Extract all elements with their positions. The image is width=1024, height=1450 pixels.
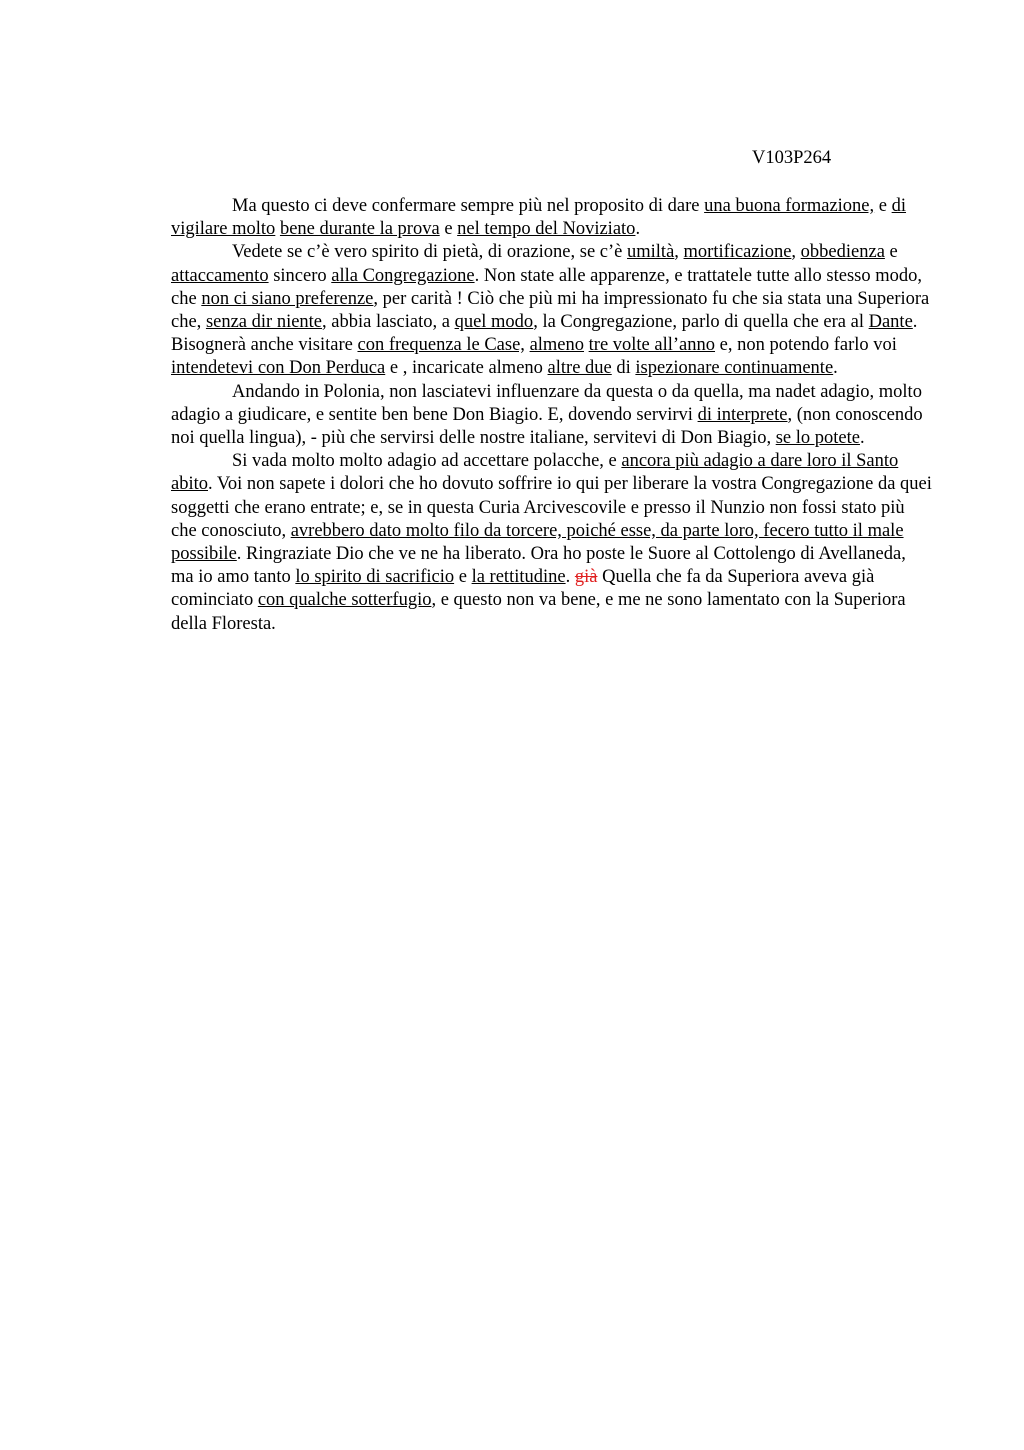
underlined-text: altre due bbox=[547, 358, 612, 379]
text-run: . bbox=[859, 428, 865, 449]
page-reference: V103P264 bbox=[752, 148, 832, 168]
text-run: . Bisognerà anche visitare bbox=[171, 312, 918, 356]
underlined-text: bene durante la prova bbox=[279, 219, 440, 240]
underlined-text: tre volte all’anno bbox=[588, 335, 716, 356]
text-run: , per carità ! Ciò che più mi ha impressionato fu che sia stata una Superiora che, bbox=[171, 288, 930, 333]
underlined-text: avrebbero dato molto filo da torcere, poiché esse, da parte loro, fecero tutto il male possibile bbox=[171, 520, 904, 565]
underlined-text: ispezionare continuamente bbox=[635, 358, 834, 379]
text-run: , la Congregazione, parlo di quella che era al bbox=[533, 312, 869, 333]
text-run: . bbox=[635, 219, 641, 240]
underlined-text: senza dir niente bbox=[205, 312, 323, 333]
underlined-text: Dante bbox=[868, 312, 913, 333]
underlined-text: quel modo bbox=[454, 312, 534, 333]
underlined-text: se lo potete bbox=[775, 428, 860, 449]
text-run: , abbia lasciato, a bbox=[322, 312, 455, 333]
text-run: . bbox=[565, 567, 575, 588]
text-run: e bbox=[884, 242, 898, 263]
text-run: . bbox=[833, 358, 838, 379]
text-run: . Voi non sapete i dolori che ho dovuto soffrire io qui per liberare la vostra Congregazione da quei soggetti che erano entrate; e, se in questa Curia Arcivescovile e presso il Nunzio non fossi stato più che conosciuto, bbox=[171, 474, 932, 541]
paragraph bbox=[171, 381, 933, 451]
underlined-text: di interprete bbox=[697, 404, 788, 425]
underlined-text: ancora più adagio a dare loro il Santo abito bbox=[171, 451, 899, 495]
underlined-text: almeno bbox=[529, 335, 585, 356]
paragraph bbox=[171, 241, 933, 380]
text-run: Vedete se c’è vero spirito di pietà, di orazione, se c’è bbox=[232, 242, 628, 263]
text-run: Si vada molto molto adagio ad accettare polacche, e bbox=[232, 451, 622, 472]
underlined-text: intendetevi con Don Perduca bbox=[171, 358, 386, 379]
text-run: Ma questo ci deve confermare sempre più nel proposito di dare bbox=[232, 196, 705, 216]
underlined-text: la rettitudine bbox=[471, 567, 566, 588]
underlined-text: con qualche sotterfugio bbox=[257, 590, 432, 611]
text-run: , e questo non va bene, e me ne sono lamentato con la Superiora della Floresta. bbox=[171, 590, 906, 634]
paragraph bbox=[171, 195, 933, 241]
struck-text: già bbox=[574, 567, 598, 588]
text-run: Quella che fa da Superiora aveva già cominciato bbox=[171, 567, 875, 611]
paragraph bbox=[171, 450, 933, 636]
text-run: sincero bbox=[268, 265, 332, 286]
underlined-text: alla Congregazione bbox=[331, 265, 475, 286]
document-body bbox=[171, 195, 933, 636]
text-run: Andando in Polonia, non lasciatevi influenzare da questa o da quella, ma nadet adagio, molto adagio a giudicare, e sentite ben bene Don Biagio. E, dovendo servirvi bbox=[171, 381, 922, 425]
text-run: . Non state alle apparenze, e trattatele tutte allo stesso modo, che bbox=[171, 265, 923, 309]
underlined-text: umiltà bbox=[627, 242, 675, 263]
text-run: e , incaricate almeno bbox=[385, 358, 548, 379]
text-run: , bbox=[791, 242, 801, 263]
underlined-text: obbedienza bbox=[800, 242, 885, 263]
underlined-text: con frequenza le Case, bbox=[357, 335, 525, 356]
text-run: . Ringraziate Dio che ve ne ha liberato. Ora ho poste le Suore al Cottolengo di Avellaneda, ma io amo tanto bbox=[171, 544, 906, 588]
underlined-text: una buona formazione, bbox=[704, 196, 875, 216]
text-run: , bbox=[674, 242, 684, 263]
text-run: e bbox=[874, 196, 892, 216]
text-run: , (non conoscendo noi quella lingua), - più che servirsi delle nostre italiane, servitevi di Don Biagio, bbox=[171, 404, 923, 449]
underlined-text: lo spirito di sacrificio bbox=[295, 567, 455, 588]
text-run: e bbox=[454, 567, 472, 588]
text-run: di bbox=[611, 358, 636, 379]
underlined-text: di vigilare molto bbox=[171, 196, 907, 240]
underlined-text: non ci siano preferenze bbox=[201, 288, 374, 309]
underlined-text: mortificazione bbox=[683, 242, 792, 263]
text-run: e bbox=[439, 219, 458, 240]
underlined-text: nel tempo del Noviziato bbox=[457, 219, 636, 240]
underlined-text: attaccamento bbox=[171, 265, 269, 286]
text-run: e, non potendo farlo voi bbox=[715, 335, 897, 356]
